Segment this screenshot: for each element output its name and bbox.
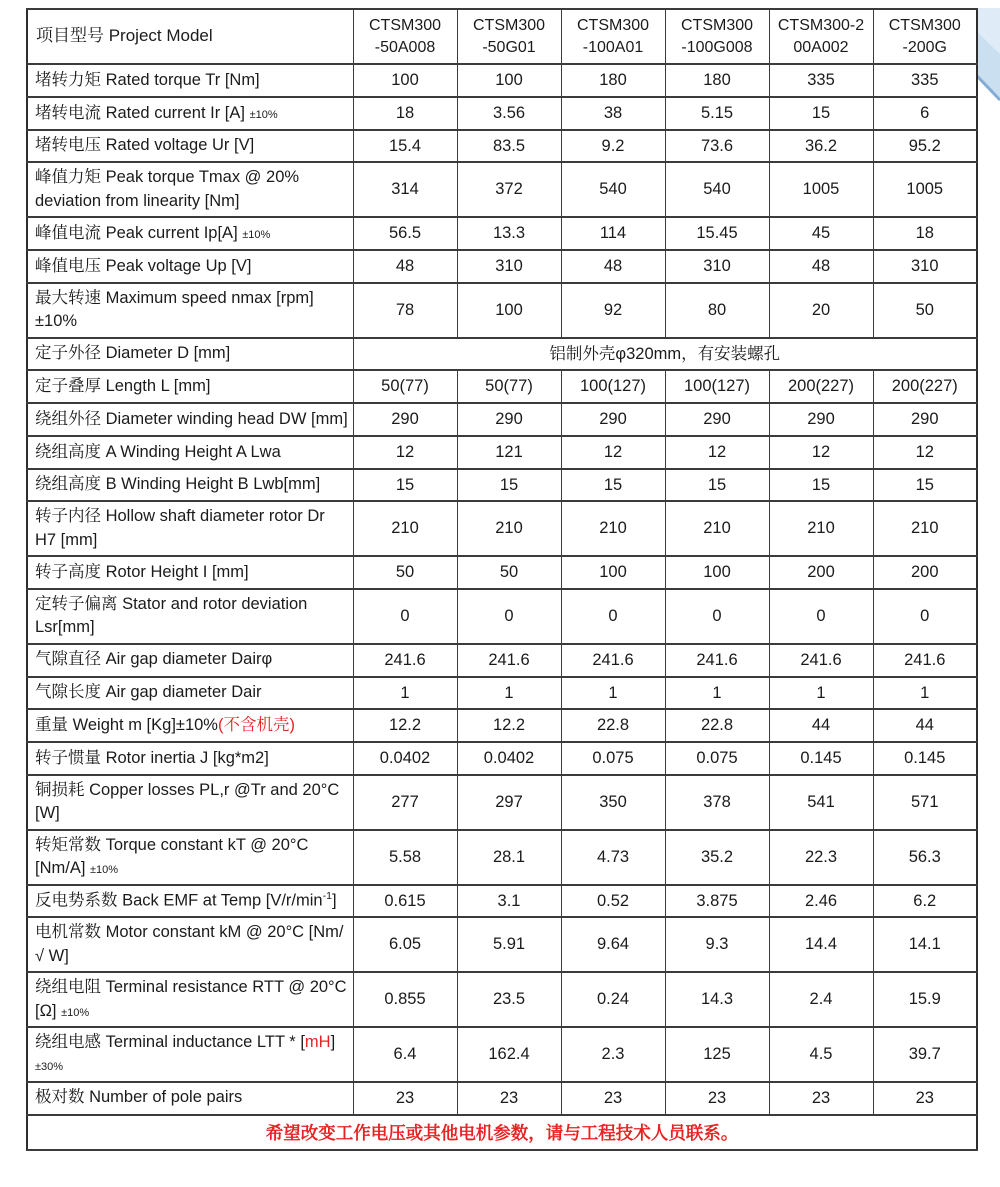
label-text: 峰值电流 Peak current Ip[A] [35,223,243,242]
label-text: 定转子偏离 Stator and rotor deviation Lsr[mm] [35,594,308,637]
value-cell-copper-losses-CTSM300-50A008: 277 [353,775,457,830]
value-cell-back-emf-CTSM300-100A01: 0.52 [561,885,665,918]
value-cell-terminal-inductance-CTSM300-50G01: 162.4 [457,1027,561,1082]
value-cell-torque-constant-CTSM300-100G008: 35.2 [665,830,769,885]
header-model-CTSM300-50A008: CTSM300 -50A008 [353,9,457,64]
value-cell-winding-height-b-CTSM300-100G008: 15 [665,469,769,502]
row-copper-losses [27,775,977,830]
row-label-rotor-inertia [27,742,353,775]
value-cell-rotor-inertia-CTSM300-50G01: 0.0402 [457,742,561,775]
row-torque-constant [27,830,977,885]
value-cell-back-emf-CTSM300-100G008: 3.875 [665,885,769,918]
value-cell-rotor-height-CTSM300-50G01: 50 [457,556,561,589]
value-cell-hollow-shaft-diameter-CTSM300-50G01: 210 [457,501,561,556]
row-rated-current [27,97,977,130]
value-cell-air-gap-diameter-CTSM300-50A008: 241.6 [353,644,457,677]
value-cell-rotor-inertia-CTSM300-100A01: 0.075 [561,742,665,775]
value-cell-peak-torque-CTSM300-200G: 1005 [873,162,977,217]
value-cell-air-gap-diameter-CTSM300-100G008: 241.6 [665,644,769,677]
value-cell-peak-voltage-CTSM300-100G008: 310 [665,250,769,283]
value-cell-rotor-inertia-CTSM300-50A008: 0.0402 [353,742,457,775]
row-label-stator-length [27,370,353,403]
label-text: 重量 Weight m [Kg]±10% [35,715,218,734]
label-text: 绕组高度 A Winding Height A Lwa [35,442,281,461]
row-label-max-speed [27,283,353,338]
row-rotor-height [27,556,977,589]
row-stator-outer-diameter [27,338,977,371]
value-cell-air-gap-length-CTSM300-100G008: 1 [665,677,769,710]
row-peak-current [27,217,977,250]
row-air-gap-length [27,677,977,710]
label-text: 峰值电压 Peak voltage Up [V] [35,256,252,275]
row-air-gap-diameter [27,644,977,677]
value-cell-motor-constant-CTSM300-200G: 14.1 [873,917,977,972]
value-cell-stator-rotor-deviation-CTSM300-50G01: 0 [457,589,561,644]
value-cell-stator-rotor-deviation-CTSM300-100G008: 0 [665,589,769,644]
label-text: 转矩常数 Torque constant kT @ 20°C [Nm/A] [35,835,309,878]
value-cell-peak-current-CTSM300-100G008: 15.45 [665,217,769,250]
value-cell-peak-current-CTSM300-50G01: 13.3 [457,217,561,250]
label-text: 极对数 Number of pole pairs [35,1088,243,1107]
value-cell-winding-height-a-CTSM300-50A008: 12 [353,436,457,469]
value-cell-air-gap-length-CTSM300-200G: 1 [873,677,977,710]
value-cell-rated-torque-CTSM300-100G008: 180 [665,64,769,97]
header-project-model-label: 项目型号 Project Model [27,9,353,64]
value-cell-air-gap-length-CTSM300-50G01: 1 [457,677,561,710]
value-cell-terminal-resistance-CTSM300-50G01: 23.5 [457,972,561,1027]
row-label-back-emf [27,885,353,918]
value-cell-copper-losses-CTSM300-200G: 571 [873,775,977,830]
label-text: 绕组电阻 Terminal resistance RTT @ 20°C [Ω] [35,978,347,1020]
value-cell-stator-length-CTSM300-200G: 200(227) [873,370,977,403]
value-cell-weight-CTSM300-200A002: 44 [769,709,873,742]
value-cell-rated-torque-CTSM300-200G: 335 [873,64,977,97]
value-cell-weight-CTSM300-100G008: 22.8 [665,709,769,742]
value-cell-stator-length-CTSM300-50A008: 50(77) [353,370,457,403]
label-text: ] [330,1032,336,1051]
value-cell-terminal-inductance-CTSM300-100G008: 125 [665,1027,769,1082]
label-text: 绕组电感 Terminal inductance LTT * [ [35,1032,305,1051]
label-text: 绕组外径 Diameter winding head DW [mm] [35,409,348,428]
row-hollow-shaft-diameter [27,501,977,556]
value-cell-rated-voltage-CTSM300-50A008: 15.4 [353,130,457,163]
value-cell-rated-current-CTSM300-100G008: 5.15 [665,97,769,130]
row-winding-height-a [27,436,977,469]
small-text: ±10% [249,108,278,121]
value-cell-stator-length-CTSM300-50G01: 50(77) [457,370,561,403]
row-rated-voltage [27,130,977,163]
value-cell-rated-voltage-CTSM300-50G01: 83.5 [457,130,561,163]
row-stator-rotor-deviation [27,589,977,644]
value-cell-winding-head-diameter-CTSM300-200G: 290 [873,403,977,436]
value-cell-air-gap-length-CTSM300-50A008: 1 [353,677,457,710]
value-cell-pole-pairs-CTSM300-100G008: 23 [665,1082,769,1115]
row-label-winding-height-b [27,469,353,502]
value-cell-motor-constant-CTSM300-50G01: 5.91 [457,917,561,972]
label-text: 定子外径 Diameter D [mm] [35,344,231,363]
spec-table-footer [27,1115,977,1150]
small-text: ±10% [242,228,271,241]
value-cell-stator-length-CTSM300-100A01: 100(127) [561,370,665,403]
value-cell-hollow-shaft-diameter-CTSM300-100G008: 210 [665,501,769,556]
value-cell-air-gap-length-CTSM300-100A01: 1 [561,677,665,710]
value-cell-pole-pairs-CTSM300-200G: 23 [873,1082,977,1115]
value-cell-stator-length-CTSM300-200A002: 200(227) [769,370,873,403]
value-cell-air-gap-length-CTSM300-200A002: 1 [769,677,873,710]
value-cell-rated-current-CTSM300-200G: 6 [873,97,977,130]
label-text: 电机常数 Motor constant kM @ 20°C [Nm/ √ W] [35,923,344,965]
value-cell-rotor-inertia-CTSM300-200G: 0.145 [873,742,977,775]
row-weight [27,709,977,742]
value-cell-rotor-height-CTSM300-200A002: 200 [769,556,873,589]
value-cell-max-speed-CTSM300-200A002: 20 [769,283,873,338]
label-text: 堵转电压 Rated voltage Ur [V] [35,136,255,155]
value-cell-max-speed-CTSM300-100G008: 80 [665,283,769,338]
value-cell-torque-constant-CTSM300-200A002: 22.3 [769,830,873,885]
value-cell-weight-CTSM300-50G01: 12.2 [457,709,561,742]
value-cell-stator-rotor-deviation-CTSM300-200A002: 0 [769,589,873,644]
row-label-rated-torque [27,64,353,97]
value-cell-back-emf-CTSM300-50A008: 0.615 [353,885,457,918]
value-cell-stator-length-CTSM300-100G008: 100(127) [665,370,769,403]
value-cell-winding-height-b-CTSM300-100A01: 15 [561,469,665,502]
row-label-terminal-resistance [27,972,353,1027]
value-cell-air-gap-diameter-CTSM300-100A01: 241.6 [561,644,665,677]
value-cell-winding-height-a-CTSM300-200G: 12 [873,436,977,469]
red-text: (不含机壳) [217,715,295,734]
row-max-speed [27,283,977,338]
value-cell-rated-current-CTSM300-50A008: 18 [353,97,457,130]
value-cell-stator-rotor-deviation-CTSM300-50A008: 0 [353,589,457,644]
row-label-stator-outer-diameter [27,338,353,371]
merged-note-cell: 铝制外壳φ320mm，有安装螺孔 [353,338,977,371]
small-text: ±10% [90,864,119,877]
footer-note: 希望改变工作电压或其他电机参数，请与工程技术人员联系。 [27,1115,977,1150]
value-cell-terminal-resistance-CTSM300-50A008: 0.855 [353,972,457,1027]
row-rotor-inertia [27,742,977,775]
value-cell-pole-pairs-CTSM300-100A01: 23 [561,1082,665,1115]
header-row [27,9,977,64]
label-text: 气隙长度 Air gap diameter Dair [35,683,262,702]
value-cell-peak-voltage-CTSM300-100A01: 48 [561,250,665,283]
value-cell-motor-constant-CTSM300-100A01: 9.64 [561,917,665,972]
value-cell-terminal-inductance-CTSM300-200G: 39.7 [873,1027,977,1082]
label-text: 堵转电流 Rated current Ir [A] [35,103,250,122]
row-winding-head-diameter [27,403,977,436]
row-motor-constant [27,917,977,972]
value-cell-winding-height-a-CTSM300-200A002: 12 [769,436,873,469]
label-text: 气隙直径 Air gap diameter Dairφ [35,650,273,669]
label-text: 转子惯量 Rotor inertia J [kg*m2] [35,748,269,767]
row-label-rated-current [27,97,353,130]
value-cell-stator-rotor-deviation-CTSM300-200G: 0 [873,589,977,644]
header-model-CTSM300-200A002: CTSM300-2 00A002 [769,9,873,64]
value-cell-peak-torque-CTSM300-50A008: 314 [353,162,457,217]
value-cell-rated-current-CTSM300-200A002: 15 [769,97,873,130]
value-cell-weight-CTSM300-200G: 44 [873,709,977,742]
value-cell-peak-current-CTSM300-200A002: 45 [769,217,873,250]
value-cell-terminal-resistance-CTSM300-100A01: 0.24 [561,972,665,1027]
label-text: 堵转力矩 Rated torque Tr [Nm] [35,70,260,89]
row-label-torque-constant [27,830,353,885]
value-cell-rotor-inertia-CTSM300-200A002: 0.145 [769,742,873,775]
value-cell-copper-losses-CTSM300-100A01: 350 [561,775,665,830]
value-cell-hollow-shaft-diameter-CTSM300-200G: 210 [873,501,977,556]
label-text: 转子内径 Hollow shaft diameter rotor Dr H7 [mm] [35,507,325,549]
row-terminal-resistance [27,972,977,1027]
row-stator-length [27,370,977,403]
small-text: ±10% [61,1006,90,1019]
value-cell-winding-height-b-CTSM300-50G01: 15 [457,469,561,502]
value-cell-peak-current-CTSM300-100A01: 114 [561,217,665,250]
spec-table-body [27,64,977,1114]
value-cell-winding-head-diameter-CTSM300-100A01: 290 [561,403,665,436]
value-cell-rated-torque-CTSM300-100A01: 180 [561,64,665,97]
value-cell-rated-current-CTSM300-100A01: 38 [561,97,665,130]
value-cell-pole-pairs-CTSM300-50G01: 23 [457,1082,561,1115]
row-label-winding-head-diameter [27,403,353,436]
value-cell-peak-voltage-CTSM300-50G01: 310 [457,250,561,283]
value-cell-hollow-shaft-diameter-CTSM300-100A01: 210 [561,501,665,556]
value-cell-terminal-inductance-CTSM300-100A01: 2.3 [561,1027,665,1082]
row-winding-height-b [27,469,977,502]
spec-table-header [27,9,977,64]
label-text: 定子叠厚 Length L [mm] [35,377,211,396]
value-cell-motor-constant-CTSM300-100G008: 9.3 [665,917,769,972]
value-cell-stator-rotor-deviation-CTSM300-100A01: 0 [561,589,665,644]
value-cell-motor-constant-CTSM300-200A002: 14.4 [769,917,873,972]
header-model-CTSM300-200G: CTSM300 -200G [873,9,977,64]
value-cell-winding-head-diameter-CTSM300-200A002: 290 [769,403,873,436]
value-cell-copper-losses-CTSM300-50G01: 297 [457,775,561,830]
value-cell-rotor-inertia-CTSM300-100G008: 0.075 [665,742,769,775]
value-cell-rated-voltage-CTSM300-200G: 95.2 [873,130,977,163]
sup-text: -1 [322,889,332,902]
value-cell-peak-torque-CTSM300-100A01: 540 [561,162,665,217]
value-cell-motor-constant-CTSM300-50A008: 6.05 [353,917,457,972]
value-cell-rotor-height-CTSM300-100A01: 100 [561,556,665,589]
row-pole-pairs [27,1082,977,1115]
value-cell-winding-height-b-CTSM300-50A008: 15 [353,469,457,502]
row-label-peak-current [27,217,353,250]
value-cell-copper-losses-CTSM300-200A002: 541 [769,775,873,830]
value-cell-terminal-inductance-CTSM300-200A002: 4.5 [769,1027,873,1082]
value-cell-max-speed-CTSM300-200G: 50 [873,283,977,338]
row-terminal-inductance [27,1027,977,1082]
label-text: 反电势系数 Back EMF at Temp [V/r/min [35,891,323,910]
value-cell-winding-height-b-CTSM300-200G: 15 [873,469,977,502]
value-cell-torque-constant-CTSM300-50G01: 28.1 [457,830,561,885]
value-cell-max-speed-CTSM300-100A01: 92 [561,283,665,338]
value-cell-peak-torque-CTSM300-50G01: 372 [457,162,561,217]
row-label-hollow-shaft-diameter [27,501,353,556]
row-label-air-gap-length [27,677,353,710]
label-text: 绕组高度 B Winding Height B Lwb[mm] [35,475,321,494]
value-cell-rated-voltage-CTSM300-200A002: 36.2 [769,130,873,163]
value-cell-rated-torque-CTSM300-200A002: 335 [769,64,873,97]
value-cell-copper-losses-CTSM300-100G008: 378 [665,775,769,830]
value-cell-rated-voltage-CTSM300-100A01: 9.2 [561,130,665,163]
value-cell-air-gap-diameter-CTSM300-200A002: 241.6 [769,644,873,677]
row-label-air-gap-diameter [27,644,353,677]
value-cell-terminal-resistance-CTSM300-200A002: 2.4 [769,972,873,1027]
value-cell-winding-height-a-CTSM300-100A01: 12 [561,436,665,469]
row-label-peak-voltage [27,250,353,283]
row-label-peak-torque [27,162,353,217]
value-cell-torque-constant-CTSM300-200G: 56.3 [873,830,977,885]
small-text: ±30% [35,1061,64,1074]
value-cell-winding-height-b-CTSM300-200A002: 15 [769,469,873,502]
value-cell-terminal-resistance-CTSM300-200G: 15.9 [873,972,977,1027]
header-model-CTSM300-100A01: CTSM300 -100A01 [561,9,665,64]
value-cell-peak-torque-CTSM300-100G008: 540 [665,162,769,217]
value-cell-weight-CTSM300-100A01: 22.8 [561,709,665,742]
label-text: ] [331,891,337,910]
value-cell-torque-constant-CTSM300-50A008: 5.58 [353,830,457,885]
value-cell-peak-voltage-CTSM300-200A002: 48 [769,250,873,283]
value-cell-rated-torque-CTSM300-50A008: 100 [353,64,457,97]
value-cell-back-emf-CTSM300-200G: 6.2 [873,885,977,918]
row-peak-torque [27,162,977,217]
value-cell-pole-pairs-CTSM300-200A002: 23 [769,1082,873,1115]
value-cell-rated-voltage-CTSM300-100G008: 73.6 [665,130,769,163]
value-cell-hollow-shaft-diameter-CTSM300-50A008: 210 [353,501,457,556]
row-label-weight [27,709,353,742]
value-cell-rated-torque-CTSM300-50G01: 100 [457,64,561,97]
value-cell-torque-constant-CTSM300-100A01: 4.73 [561,830,665,885]
value-cell-terminal-inductance-CTSM300-50A008: 6.4 [353,1027,457,1082]
row-label-pole-pairs [27,1082,353,1115]
value-cell-peak-voltage-CTSM300-200G: 310 [873,250,977,283]
value-cell-winding-head-diameter-CTSM300-50A008: 290 [353,403,457,436]
row-rated-torque [27,64,977,97]
header-model-CTSM300-100G008: CTSM300 -100G008 [665,9,769,64]
value-cell-winding-head-diameter-CTSM300-100G008: 290 [665,403,769,436]
value-cell-weight-CTSM300-50A008: 12.2 [353,709,457,742]
value-cell-peak-voltage-CTSM300-50A008: 48 [353,250,457,283]
value-cell-max-speed-CTSM300-50G01: 100 [457,283,561,338]
label-text: 转子高度 Rotor Height I [mm] [35,562,249,581]
value-cell-pole-pairs-CTSM300-50A008: 23 [353,1082,457,1115]
label-text: 最大转速 Maximum speed nmax [rpm] ±10% [35,288,314,331]
value-cell-peak-current-CTSM300-50A008: 56.5 [353,217,457,250]
value-cell-peak-torque-CTSM300-200A002: 1005 [769,162,873,217]
footer-row [27,1115,977,1150]
row-peak-voltage [27,250,977,283]
motor-spec-table [26,8,978,1151]
row-back-emf [27,885,977,918]
value-cell-rotor-height-CTSM300-200G: 200 [873,556,977,589]
value-cell-rotor-height-CTSM300-100G008: 100 [665,556,769,589]
value-cell-winding-height-a-CTSM300-50G01: 121 [457,436,561,469]
value-cell-max-speed-CTSM300-50A008: 78 [353,283,457,338]
value-cell-winding-height-a-CTSM300-100G008: 12 [665,436,769,469]
header-model-CTSM300-50G01: CTSM300 -50G01 [457,9,561,64]
row-label-rotor-height [27,556,353,589]
value-cell-air-gap-diameter-CTSM300-200G: 241.6 [873,644,977,677]
row-label-motor-constant [27,917,353,972]
label-text: 铜损耗 Copper losses PL,r @Tr and 20°C [W] [35,780,340,823]
value-cell-air-gap-diameter-CTSM300-50G01: 241.6 [457,644,561,677]
red-text: mH [304,1032,331,1051]
label-text: 峰值力矩 Peak torque Tmax @ 20% deviation from linearity [Nm] [35,168,300,210]
row-label-copper-losses [27,775,353,830]
value-cell-rated-current-CTSM300-50G01: 3.56 [457,97,561,130]
row-label-winding-height-a [27,436,353,469]
row-label-terminal-inductance [27,1027,353,1082]
value-cell-back-emf-CTSM300-50G01: 3.1 [457,885,561,918]
value-cell-rotor-height-CTSM300-50A008: 50 [353,556,457,589]
row-label-stator-rotor-deviation [27,589,353,644]
value-cell-back-emf-CTSM300-200A002: 2.46 [769,885,873,918]
value-cell-winding-head-diameter-CTSM300-50G01: 290 [457,403,561,436]
value-cell-hollow-shaft-diameter-CTSM300-200A002: 210 [769,501,873,556]
value-cell-peak-current-CTSM300-200G: 18 [873,217,977,250]
row-label-rated-voltage [27,130,353,163]
value-cell-terminal-resistance-CTSM300-100G008: 14.3 [665,972,769,1027]
